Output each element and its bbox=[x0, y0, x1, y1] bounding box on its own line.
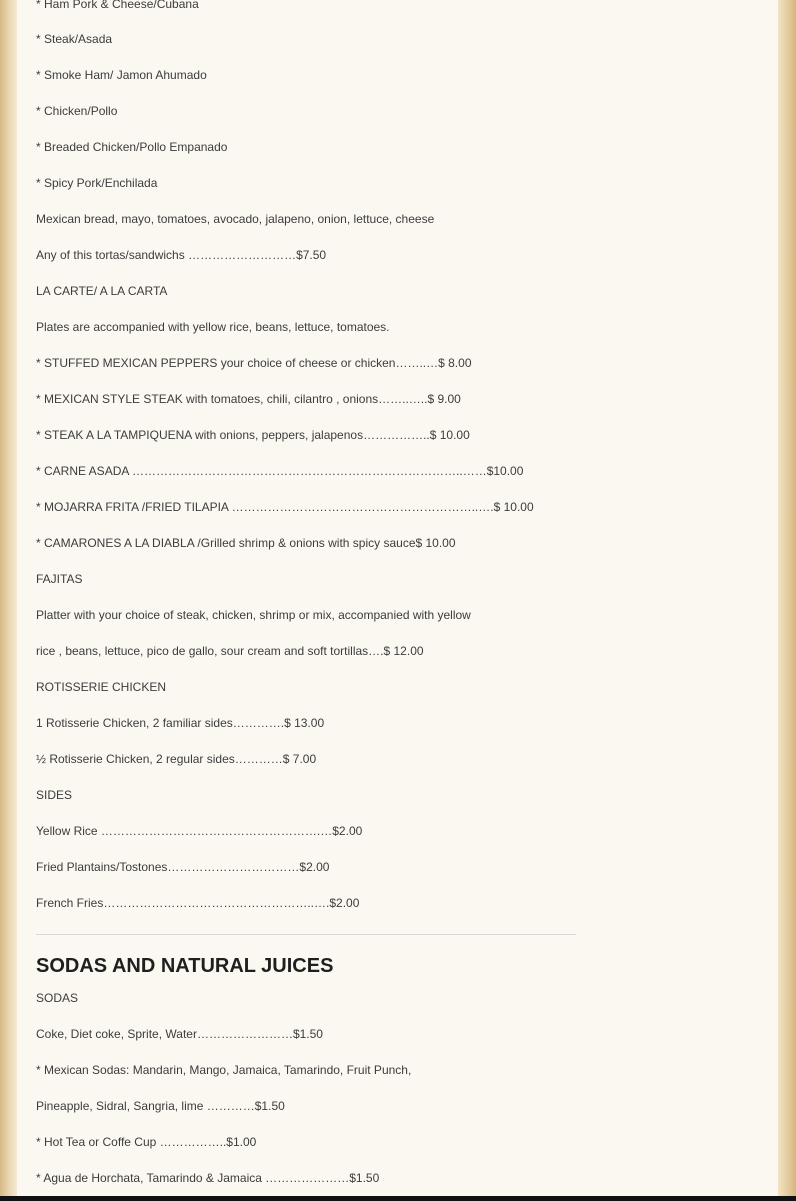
menu-line: * Breaded Chicken/Pollo Empanado bbox=[36, 140, 228, 154]
menu-line: French Fries……………………………………………..….$2.00 bbox=[36, 896, 360, 910]
menu-line: * Smoke Ham/ Jamon Ahumado bbox=[36, 68, 207, 82]
menu-line: Platter with your choice of steak, chicken, shrimp or mix, accompanied with yellow bbox=[36, 608, 471, 622]
menu-line: * CAMARONES A LA DIABLA /Grilled shrimp & onions with spicy sauce$ 10.00 bbox=[36, 536, 456, 550]
menu-section-heading: FAJITAS bbox=[36, 572, 83, 586]
menu-line: * Ham Pork & Cheese/Cubana bbox=[36, 0, 199, 11]
soda-line: * Hot Tea or Coffe Cup ……………..$1.00 bbox=[36, 1135, 257, 1149]
menu-section-heading: ROTISSERIE CHICKEN bbox=[36, 680, 167, 694]
right-page-border bbox=[778, 0, 796, 1201]
soda-line: Coke, Diet coke, Sprite, Water……………………$1.50 bbox=[36, 1027, 323, 1041]
menu-line: Plates are accompanied with yellow rice, beans, lettuce, tomatoes. bbox=[36, 320, 390, 334]
sodas-section-title: SODAS AND NATURAL JUICES bbox=[36, 955, 334, 977]
menu-line: * Chicken/Pollo bbox=[36, 104, 118, 118]
section-divider bbox=[36, 934, 576, 935]
soda-line: * Mexican Sodas: Mandarin, Mango, Jamaica, Tamarindo, Fruit Punch, bbox=[36, 1063, 412, 1077]
left-page-border bbox=[0, 0, 17, 1201]
menu-line: ½ Rotisserie Chicken, 2 regular sides…………$ 7.00 bbox=[36, 752, 317, 766]
menu-line: Mexican bread, mayo, tomatoes, avocado, jalapeno, onion, lettuce, cheese bbox=[36, 212, 435, 226]
menu-page bbox=[17, 0, 778, 1196]
menu-line: Fried Plantains/Tostones……………………………$2.00 bbox=[36, 860, 330, 874]
menu-line: * Spicy Pork/Enchilada bbox=[36, 176, 158, 190]
menu-line: * STUFFED MEXICAN PEPPERS your choice of cheese or chicken……..…$ 8.00 bbox=[36, 356, 472, 370]
bottom-bar bbox=[0, 1196, 796, 1201]
menu-section-heading: SIDES bbox=[36, 788, 73, 802]
soda-line: Pineapple, Sidral, Sangria, lime …………$1.50 bbox=[36, 1099, 285, 1113]
menu-line: Any of this tortas/sandwichs ………………………$7.50 bbox=[36, 248, 327, 262]
menu-line: * STEAK A LA TAMPIQUENA with onions, peppers, jalapenos……………..$ 10.00 bbox=[36, 428, 470, 442]
menu-line: Yellow Rice ……………………………………………….…$2.00 bbox=[36, 824, 363, 838]
sodas-heading: SODAS bbox=[36, 991, 79, 1005]
menu-line: * MOJARRA FRITA /FRIED TILAPIA ……………………………………………………..….$ 10.00 bbox=[36, 500, 534, 514]
menu-line: 1 Rotisserie Chicken, 2 familiar sides………….$ 13.00 bbox=[36, 716, 325, 730]
menu-line: * CARNE ASADA ………………………………………………………………………..……$10.00 bbox=[36, 464, 524, 478]
menu-line: * Steak/Asada bbox=[36, 32, 113, 46]
menu-line: * MEXICAN STYLE STEAK with tomatoes, chili, cilantro , onions……..…..$ 9.00 bbox=[36, 392, 461, 406]
menu-section-heading: LA CARTE/ A LA CARTA bbox=[36, 284, 168, 298]
menu-line: rice , beans, lettuce, pico de gallo, sour cream and soft tortillas….$ 12.00 bbox=[36, 644, 424, 658]
soda-line: * Agua de Horchata, Tamarindo & Jamaica …………………$1.50 bbox=[36, 1171, 380, 1185]
